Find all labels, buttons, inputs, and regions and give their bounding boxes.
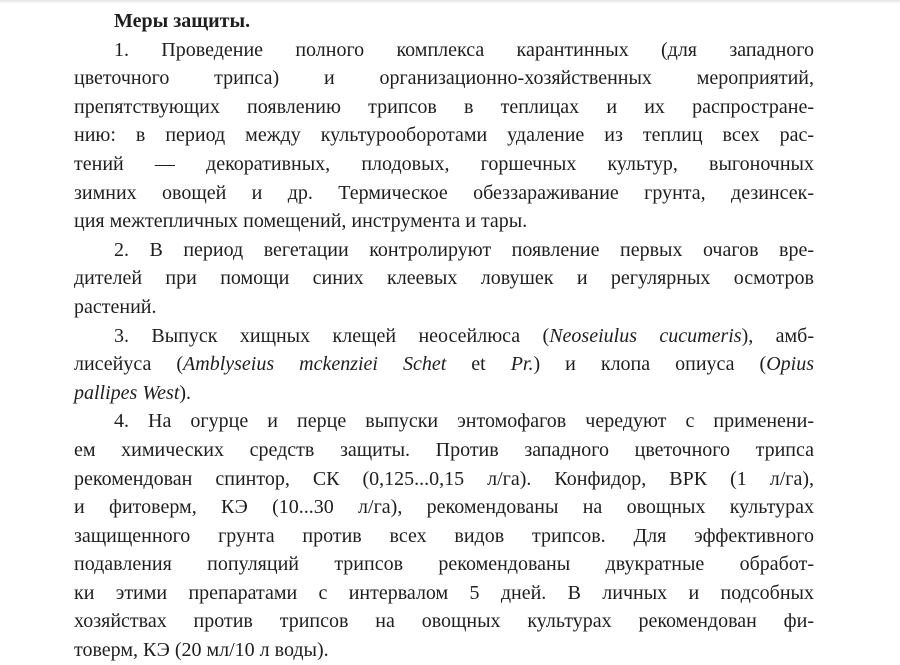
p4-line-6: подавления популяций трипсов рекомендованы двукратные обработ- xyxy=(74,553,814,576)
p1-line-2: цветочного трипса) и организационно-хозяйственных мероприятий, xyxy=(74,67,814,90)
p2-line-2: дителей при помощи синих клеевых ловушек и регулярных осмотров xyxy=(74,267,814,290)
p4-line-9: товерм, КЭ (20 мл/10 л воды). xyxy=(74,639,329,662)
p4-line-8: хозяйствах против трипсов на овощных культурах рекомендован фи- xyxy=(74,610,814,633)
p4-line-4: и фитоверм, КЭ (10...30 л/га), рекомендованы на овощных культурах xyxy=(74,496,814,519)
species-name-neoseiulus: Neoseiulus cucumeris xyxy=(549,324,742,347)
p4-line-7: ки этими препаратами с интервалом 5 дней. В личных и подсобных xyxy=(74,581,814,604)
p1-line-5: тений — декоративных, плодовых, горшечных культур, выгоночных xyxy=(74,152,814,175)
species-author-pr: Pr. xyxy=(510,353,534,376)
p3-line-1-text-c: ), амб- xyxy=(741,324,815,347)
p3-line-3 xyxy=(74,379,814,408)
p1-line-7: ция межтепличных помещений, инструмента и тары. xyxy=(74,210,528,233)
p3-line-3-text-b: ). xyxy=(179,381,192,404)
paragraph-1 xyxy=(74,36,814,236)
p3-line-2-text-a: лисейуса ( xyxy=(74,353,184,376)
p4-line-1: 4. На огурце и перце выпуски энтомофагов чередуют с применени- xyxy=(114,410,814,433)
p1-line-3: препятствующих появлению трипсов в теплицах и их распростране- xyxy=(74,95,814,118)
p4-line-3: рекомендован спинтор, СК (0,125...0,15 л/га). Конфидор, ВРК (1 л/га), xyxy=(74,467,814,490)
p3-line-2-text-e: ) и клопа опиуса ( xyxy=(533,353,767,376)
p4-line-5: защищенного грунта против всех видов трипсов. Для эффективного xyxy=(74,524,814,547)
p2-line-1: 2. В период вегетации контролируют появление первых очагов вре- xyxy=(114,238,814,261)
species-name-amblyseius: Amblyseius mckenziei Schet xyxy=(183,353,447,376)
p3-line-1 xyxy=(74,322,814,351)
species-name-pallipes: pallipes West xyxy=(74,381,180,404)
p4-line-2: ем химических средств защиты. Против западного цветочного трипса xyxy=(74,438,814,461)
p3-line-1-text-a: 3. Выпуск хищных клещей неосейлюса ( xyxy=(114,324,550,347)
paragraph-2 xyxy=(74,236,814,322)
p3-line-2-text-c: et xyxy=(446,353,511,376)
p2-line-3: растений. xyxy=(74,295,157,318)
paragraph-3 xyxy=(74,322,814,408)
p3-line-2 xyxy=(74,350,814,379)
page-top-edge xyxy=(0,0,900,4)
p1-line-6: зимних овощей и др. Термическое обеззараживание грунта, дезинсек- xyxy=(74,181,814,204)
paragraph-4 xyxy=(74,407,814,664)
p1-line-1: 1. Проведение полного комплекса карантинных (для западного xyxy=(114,38,814,61)
species-name-opius: Opius xyxy=(766,353,814,376)
document-text xyxy=(74,7,814,665)
p1-line-4: нию: в период между культурооборотами удаление из теплиц всех рас- xyxy=(74,124,814,147)
section-heading: Меры защиты. xyxy=(114,10,251,32)
